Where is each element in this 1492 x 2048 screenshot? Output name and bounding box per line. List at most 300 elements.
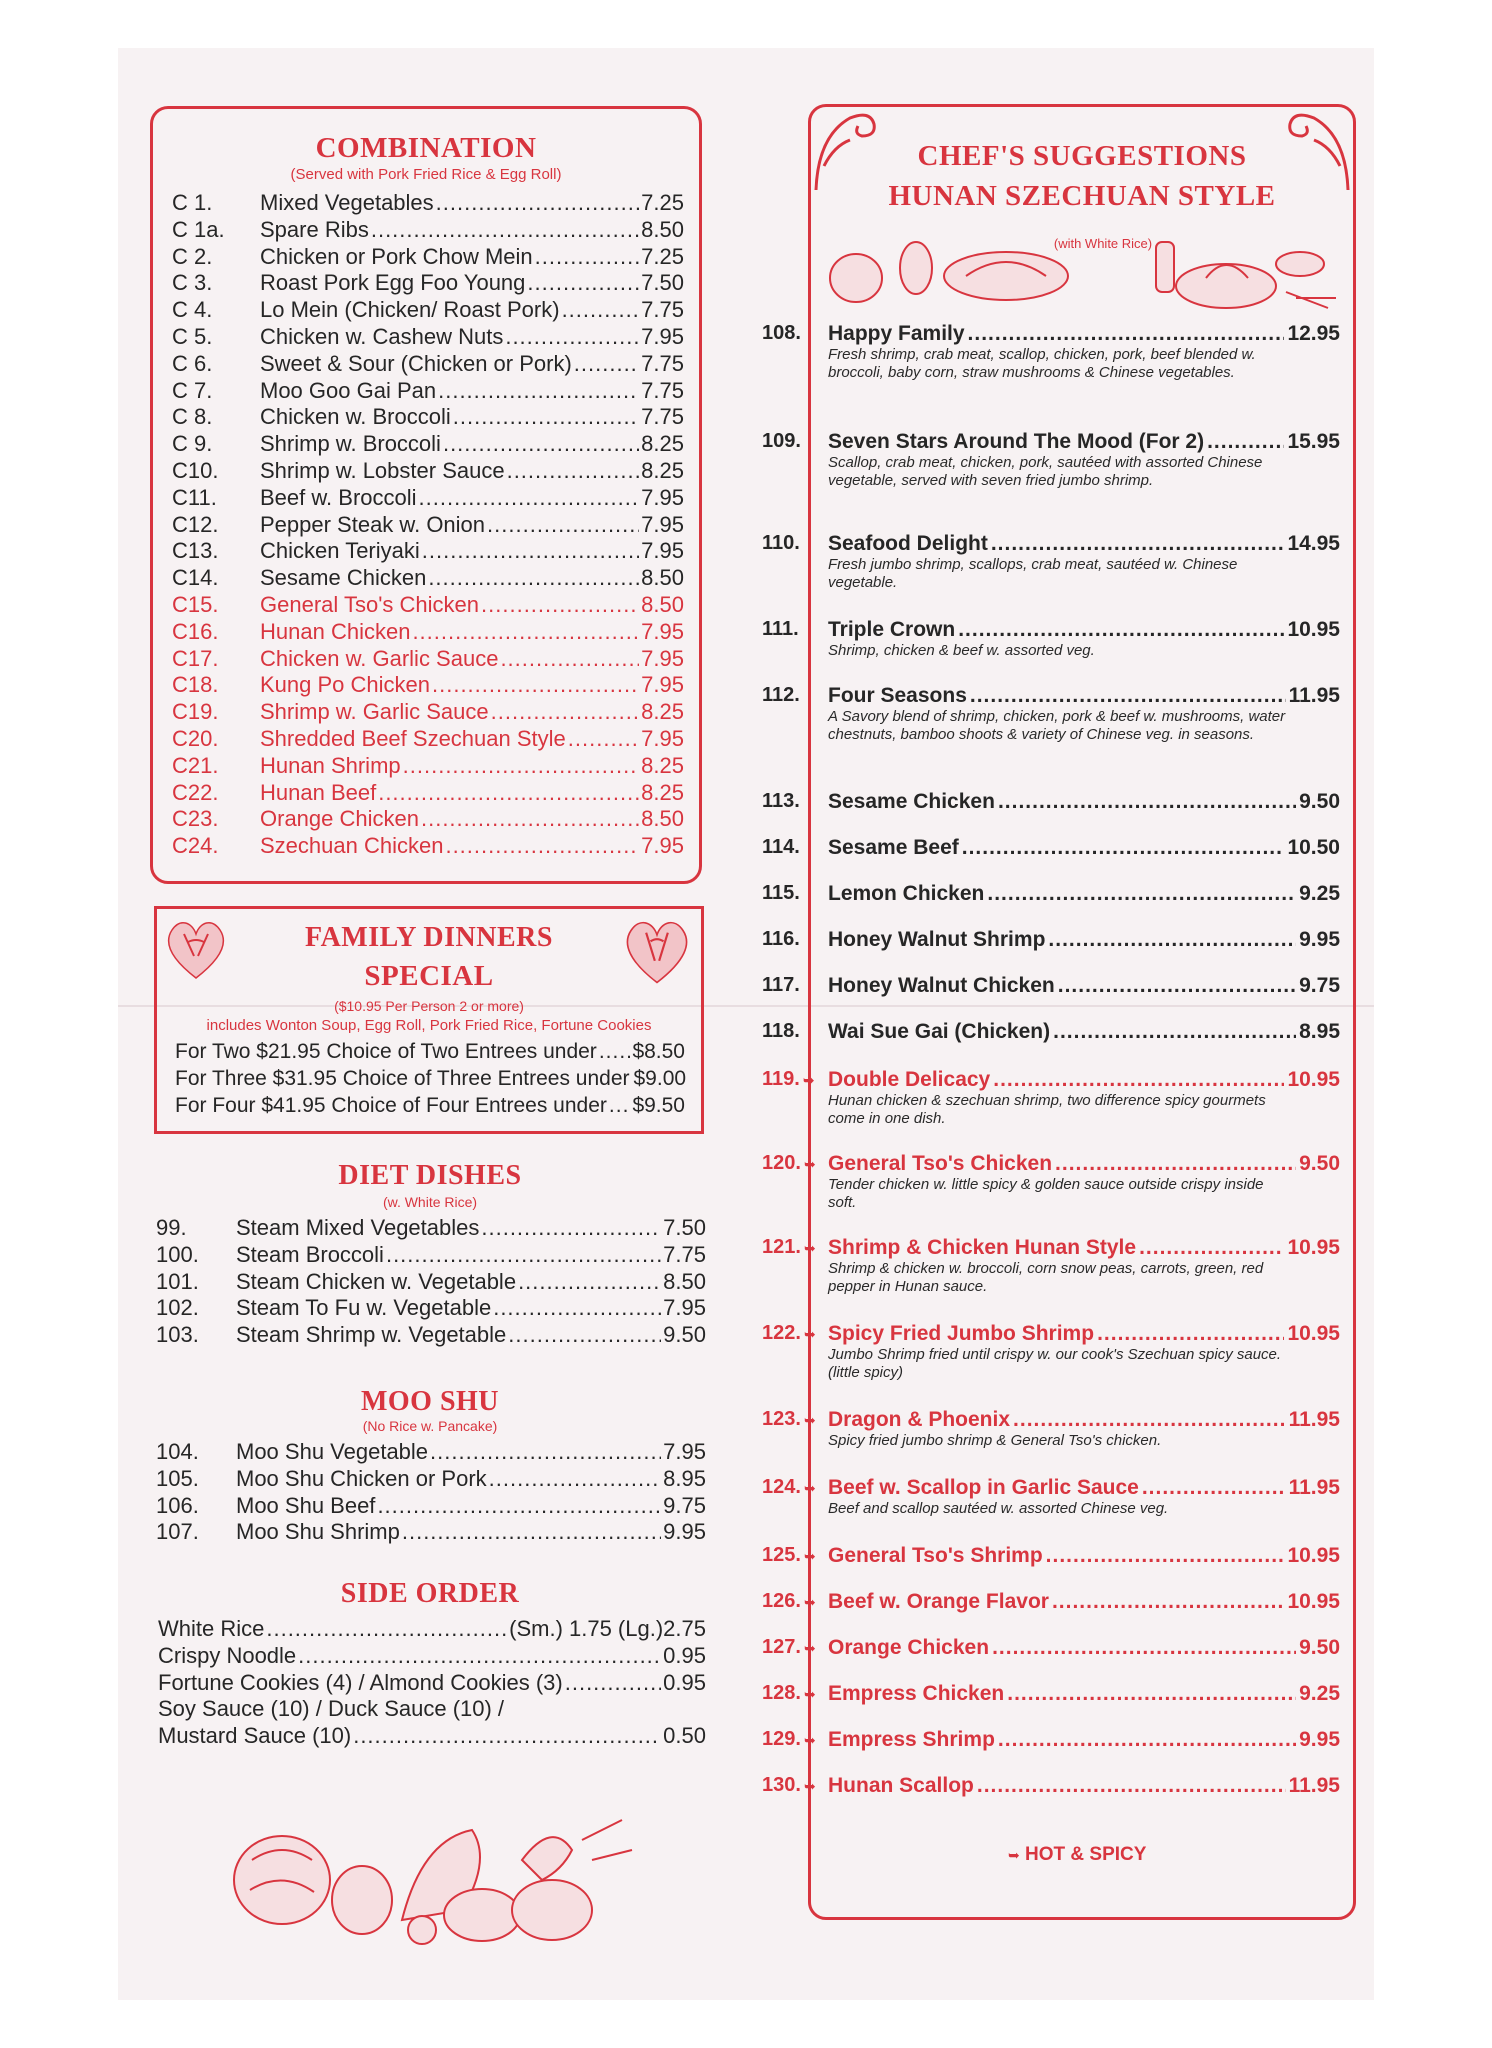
item-code: C15. xyxy=(172,591,219,617)
item-price: 8.50 xyxy=(641,565,684,591)
leader-dots xyxy=(491,699,640,726)
chef-item-description: Fresh shrimp, crab meat, scallop, chicken, pork, beef blended w. broccoli, baby corn, straw mushrooms & Chinese vegetables. xyxy=(828,346,1256,381)
leader-dots xyxy=(508,1322,661,1349)
chef-item-line xyxy=(828,1544,1340,1568)
item-price: 0.95 xyxy=(663,1669,706,1695)
mooshu-list xyxy=(156,1439,706,1546)
list-item xyxy=(172,351,684,378)
chef-item-price: 9.50 xyxy=(1299,1636,1340,1659)
chef-item-number: 128. xyxy=(762,1682,801,1704)
item-price: 8.50 xyxy=(663,1268,706,1294)
list-item xyxy=(172,190,684,217)
chef-item xyxy=(762,1590,1340,1614)
chef-item-number-wrap xyxy=(762,1068,815,1091)
list-item xyxy=(172,217,684,244)
chef-item-name: Wai Sue Gai (Chicken) xyxy=(828,1020,1051,1043)
chef-item-number: 108. xyxy=(762,322,801,344)
chef-item-number-wrap xyxy=(762,1728,816,1751)
leader-dots xyxy=(962,836,1285,860)
item-code: 107. xyxy=(156,1519,199,1545)
side-list xyxy=(158,1616,706,1750)
chef-item-number: 111. xyxy=(762,618,799,640)
chef-item-description: Shrimp & chicken w. broccoli, corn snow peas, carrots, green, red pepper in Hunan sauce. xyxy=(828,1260,1264,1295)
item-name: Mixed Vegetables xyxy=(260,190,434,215)
family-option xyxy=(175,1092,685,1119)
item-code: C 9. xyxy=(172,431,213,457)
chef-item-name: Spicy Fried Jumbo Shrimp xyxy=(828,1322,1095,1345)
list-item xyxy=(172,833,684,860)
chef-item-price: 10.95 xyxy=(1287,1590,1340,1613)
item-name: Moo Shu Beef xyxy=(236,1492,376,1518)
chef-item-number-wrap xyxy=(762,882,800,905)
chef-item-price: 11.95 xyxy=(1288,1476,1340,1499)
hot-pepper-icon: ➥ xyxy=(803,1594,816,1610)
diet-subtitle: (w. White Rice) xyxy=(382,1194,478,1210)
chef-item-number-wrap xyxy=(762,836,800,859)
chef-item-line xyxy=(828,1236,1340,1260)
item-price: 8.50 xyxy=(641,591,684,617)
leader-dots xyxy=(1058,974,1296,998)
item-code: C16. xyxy=(172,618,219,644)
leader-dots xyxy=(518,1269,661,1296)
item-code: C13. xyxy=(172,538,219,564)
leader-dots xyxy=(977,1774,1286,1798)
item-price: 7.75 xyxy=(663,1241,706,1267)
chef-item-number-wrap xyxy=(762,974,800,997)
chef-item-description: Jumbo Shrimp fried until crispy w. our cook's Szechuan spicy sauce. (little spicy) xyxy=(828,1346,1282,1381)
list-item xyxy=(172,538,684,565)
chef-item-number: 129. xyxy=(762,1728,801,1750)
item-price: 8.25 xyxy=(641,779,684,805)
chef-item xyxy=(762,1728,1340,1752)
chef-item-line xyxy=(828,1682,1340,1706)
chef-item-price: 14.95 xyxy=(1287,532,1340,555)
chef-item-number: 123. xyxy=(762,1408,801,1430)
leader-dots xyxy=(1053,1020,1296,1044)
chef-item-price: 9.50 xyxy=(1299,790,1340,813)
chef-item-line xyxy=(828,928,1340,952)
chef-item-line xyxy=(828,1020,1340,1044)
hot-pepper-icon: ➥ xyxy=(803,1548,816,1564)
hot-pepper-icon: ➥ xyxy=(803,1412,816,1428)
item-code: 100. xyxy=(156,1241,199,1267)
item-price: 7.95 xyxy=(641,511,684,537)
chef-item-name: Double Delicacy xyxy=(828,1068,991,1091)
chef-item-number-wrap xyxy=(762,1408,816,1431)
leader-dots xyxy=(371,217,639,244)
item-code: 99. xyxy=(156,1215,187,1240)
chef-item-number-wrap xyxy=(762,430,801,453)
leader-dots xyxy=(1097,1322,1284,1346)
item-code: C 7. xyxy=(172,377,213,403)
leader-dots xyxy=(992,1636,1296,1660)
chef-item xyxy=(762,1476,1340,1518)
item-code: C17. xyxy=(172,645,219,671)
leader-dots xyxy=(298,1643,661,1670)
chef-item-price: 10.95 xyxy=(1287,1544,1340,1567)
list-item xyxy=(158,1670,706,1697)
leader-dots xyxy=(993,1068,1284,1092)
chef-item-number: 125. xyxy=(762,1544,801,1566)
item-name: Shrimp w. Garlic Sauce xyxy=(260,699,489,725)
hot-pepper-icon: ➥ xyxy=(803,1778,816,1794)
chef-item-name: Honey Walnut Chicken xyxy=(828,974,1055,997)
item-name: Chicken Teriyaki xyxy=(260,538,420,564)
leader-dots xyxy=(386,1242,661,1269)
chef-item-number: 114. xyxy=(762,836,800,858)
leader-dots xyxy=(574,351,639,378)
chef-item-name: Empress Shrimp xyxy=(828,1728,995,1751)
chef-item-line xyxy=(828,836,1340,860)
list-item xyxy=(158,1696,706,1723)
list-item xyxy=(172,726,684,753)
item-code: C 1. xyxy=(172,190,213,215)
diet-list xyxy=(156,1215,706,1349)
leader-dots xyxy=(487,512,639,539)
item-price: 7.95 xyxy=(641,672,684,698)
chef-item-number-wrap xyxy=(762,1682,816,1705)
chef-item xyxy=(762,1408,1340,1450)
chef-item-price: 10.95 xyxy=(1287,1322,1340,1345)
family-option xyxy=(175,1038,685,1065)
item-code: C 8. xyxy=(172,404,213,430)
chef-item-name: Beef w. Orange Flavor xyxy=(828,1590,1049,1613)
chef-item-name: Seven Stars Around The Mood (For 2) xyxy=(828,430,1205,453)
chef-with-rice: (with White Rice) xyxy=(1053,236,1153,251)
item-name: Orange Chicken xyxy=(260,806,419,832)
leader-dots xyxy=(991,532,1285,556)
chef-item-description: Tender chicken w. little spicy & golden sauce outside crispy inside soft. xyxy=(828,1176,1264,1211)
chef-item-line xyxy=(828,532,1340,556)
hot-pepper-icon: ➥ xyxy=(803,1326,816,1342)
item-name: Chicken or Pork Chow Mein xyxy=(260,243,533,269)
family-option-price: $9.00 xyxy=(633,1067,687,1090)
chef-item-line xyxy=(828,618,1340,642)
chef-item-price: 11.95 xyxy=(1288,1774,1340,1797)
family-option-price: $9.50 xyxy=(632,1094,685,1117)
list-item xyxy=(172,806,684,833)
item-name: Mustard Sauce (10) xyxy=(158,1723,352,1749)
list-item xyxy=(158,1723,706,1750)
chef-item xyxy=(762,1236,1340,1296)
leader-dots xyxy=(493,1295,661,1322)
item-name: Hunan Beef xyxy=(260,779,377,805)
chef-item-price: 10.95 xyxy=(1287,618,1340,641)
chef-item-name: Sesame Chicken xyxy=(828,790,995,813)
chef-item-number-wrap xyxy=(762,1774,816,1797)
chef-item-name: Hunan Scallop xyxy=(828,1774,974,1797)
list-item xyxy=(156,1493,706,1520)
item-price: 7.50 xyxy=(641,270,684,296)
leader-dots xyxy=(609,1092,631,1119)
chef-item-price: 10.95 xyxy=(1287,1068,1340,1091)
chef-item-number-wrap xyxy=(762,1636,816,1659)
chef-item-description: Hunan chicken & szechuan shrimp, two difference spicy gourmets come in one dish. xyxy=(828,1092,1266,1127)
chef-item-number-wrap xyxy=(762,1322,816,1345)
chef-subtitle-style: HUNAN SZECHUAN STYLE xyxy=(888,180,1276,212)
item-name: Spare Ribs xyxy=(260,216,369,242)
leader-dots xyxy=(377,1493,661,1520)
leader-dots xyxy=(1142,1476,1286,1500)
chef-item-line xyxy=(828,1152,1340,1176)
leader-dots xyxy=(412,619,639,646)
item-price: 8.25 xyxy=(641,752,684,778)
combination-list xyxy=(172,190,684,860)
chef-item-line xyxy=(828,1476,1340,1500)
chef-item-number: 121. xyxy=(762,1236,801,1258)
hot-pepper-icon: ➥ xyxy=(803,1686,816,1702)
chef-item xyxy=(762,684,1340,744)
list-item xyxy=(156,1269,706,1296)
item-code: C24. xyxy=(172,833,219,859)
item-name: Shrimp w. Lobster Sauce xyxy=(260,457,505,483)
chef-item xyxy=(762,1152,1340,1212)
item-price: 0.50 xyxy=(663,1723,706,1749)
chef-item xyxy=(762,618,1340,660)
side-title: SIDE ORDER xyxy=(340,1578,520,1609)
leader-dots xyxy=(970,684,1286,708)
chef-item-price: 9.25 xyxy=(1299,882,1340,905)
item-name: Soy Sauce (10) / Duck Sauce (10) / xyxy=(158,1696,505,1722)
leader-dots xyxy=(422,538,639,565)
leader-dots xyxy=(445,833,639,860)
chef-item-number-wrap xyxy=(762,532,800,555)
item-code: C10. xyxy=(172,457,219,483)
chef-item-number: 130. xyxy=(762,1774,801,1796)
item-name: Chicken w. Cashew Nuts xyxy=(260,323,504,349)
leader-dots xyxy=(1139,1236,1284,1260)
chef-item-price: 10.95 xyxy=(1287,1236,1340,1259)
chef-item xyxy=(762,1544,1340,1568)
leader-dots xyxy=(507,458,640,485)
chef-item-name: Lemon Chicken xyxy=(828,882,985,905)
chef-item-number-wrap xyxy=(762,322,801,345)
leader-dots xyxy=(1207,430,1284,454)
chef-item-number: 116. xyxy=(762,928,800,950)
chef-item-name: Shrimp & Chicken Hunan Style xyxy=(828,1236,1137,1259)
family-option-label: For Two $21.95 Choice of Two Entrees under xyxy=(175,1040,597,1063)
family-options xyxy=(175,1038,685,1119)
hot-pepper-icon: ➥ xyxy=(803,1640,816,1656)
list-item xyxy=(156,1295,706,1322)
item-price: 7.75 xyxy=(641,297,684,323)
leader-dots xyxy=(266,1616,507,1643)
item-name: Steam Shrimp w. Vegetable xyxy=(236,1322,507,1348)
item-code: C23. xyxy=(172,806,219,832)
list-item xyxy=(172,646,684,673)
leader-dots xyxy=(599,1038,631,1065)
list-item xyxy=(158,1616,706,1643)
chef-item-line xyxy=(828,1774,1340,1798)
item-name: Fortune Cookies (4) / Almond Cookies (3) xyxy=(158,1669,563,1695)
leader-dots xyxy=(958,618,1284,642)
item-name: Hunan Shrimp xyxy=(260,752,401,778)
chef-item xyxy=(762,1068,1340,1128)
leader-dots xyxy=(987,882,1296,906)
chef-item-number: 122. xyxy=(762,1322,801,1344)
leader-dots xyxy=(428,565,639,592)
list-item xyxy=(172,753,684,780)
chef-item-number: 117. xyxy=(762,974,800,996)
chef-item-number-wrap xyxy=(762,1152,816,1175)
chef-item-number-wrap xyxy=(762,1476,816,1499)
leader-dots xyxy=(403,753,640,780)
leader-dots xyxy=(1052,1590,1284,1614)
chef-item-number: 110. xyxy=(762,532,800,554)
family-includes: includes Wonton Soup, Egg Roll, Pork Fried Rice, Fortune Cookies xyxy=(206,1017,652,1034)
chef-item-line xyxy=(828,684,1340,708)
item-name: Szechuan Chicken xyxy=(260,833,444,859)
item-price: 8.25 xyxy=(641,457,684,483)
chef-item-name: Empress Chicken xyxy=(828,1682,1005,1705)
item-code: C11. xyxy=(172,484,217,510)
item-name: Moo Shu Shrimp xyxy=(236,1519,400,1545)
item-code: C22. xyxy=(172,779,219,805)
item-name: Steam To Fu w. Vegetable xyxy=(236,1295,492,1321)
chef-item-name: Four Seasons xyxy=(828,684,967,707)
list-item xyxy=(156,1439,706,1466)
hot-spicy-label: HOT & SPICY xyxy=(1025,1844,1147,1865)
list-item xyxy=(172,592,684,619)
chef-item-name: Seafood Delight xyxy=(828,532,988,555)
chef-item xyxy=(762,928,1340,952)
item-code: C20. xyxy=(172,725,219,751)
chef-item-number: 118. xyxy=(762,1020,800,1042)
item-price: 8.50 xyxy=(641,216,684,242)
item-price: 0.95 xyxy=(663,1642,706,1668)
leader-dots xyxy=(453,404,639,431)
item-name: Shredded Beef Szechuan Style xyxy=(260,725,566,751)
family-option-label: For Three $31.95 Choice of Three Entrees under xyxy=(175,1067,630,1090)
item-name: Moo Goo Gai Pan xyxy=(260,377,437,403)
chef-item-number-wrap xyxy=(762,684,800,707)
list-item xyxy=(172,485,684,512)
hot-pepper-icon: ➥ xyxy=(803,1480,816,1496)
leader-dots xyxy=(481,592,639,619)
list-item xyxy=(156,1242,706,1269)
chef-item xyxy=(762,882,1340,906)
diet-title: DIET DISHES xyxy=(338,1160,522,1191)
combination-subtitle: (Served with Pork Fried Rice & Egg Roll) xyxy=(290,166,562,183)
item-code: C14. xyxy=(172,565,219,591)
chef-item-number-wrap xyxy=(762,1236,816,1259)
chef-item-description: Fresh jumbo shrimp, scallops, crab meat, sautéed w. Chinese vegetable. xyxy=(828,556,1238,591)
list-item xyxy=(172,458,684,485)
list-item xyxy=(156,1519,706,1546)
list-item xyxy=(172,565,684,592)
item-code: C 6. xyxy=(172,350,213,376)
item-price: 8.95 xyxy=(663,1465,706,1491)
leader-dots xyxy=(378,780,639,807)
chef-item-number-wrap xyxy=(762,790,800,813)
chef-item xyxy=(762,322,1340,382)
chef-item xyxy=(762,1636,1340,1660)
list-item xyxy=(172,297,684,324)
item-price: 7.95 xyxy=(641,645,684,671)
chef-item-description: Spicy fried jumbo shrimp & General Tso's chicken. xyxy=(828,1432,1162,1449)
item-name: Pepper Steak w. Onion xyxy=(260,511,486,537)
chef-item xyxy=(762,1682,1340,1706)
leader-dots xyxy=(562,297,640,324)
item-price: 7.95 xyxy=(641,484,684,510)
chef-item-number-wrap xyxy=(762,1020,800,1043)
chef-item-line xyxy=(828,1590,1340,1614)
chef-item-number: 109. xyxy=(762,430,801,452)
item-name: Lo Mein (Chicken/ Roast Pork) xyxy=(260,297,560,323)
chef-item-number-wrap xyxy=(762,1544,816,1567)
item-price: 7.75 xyxy=(641,404,684,430)
leader-dots xyxy=(535,244,640,271)
chef-item-line xyxy=(828,790,1340,814)
vegetables-icon xyxy=(222,1800,642,1950)
list-item xyxy=(172,404,684,431)
item-name: Shrimp w. Broccoli xyxy=(260,431,441,457)
item-code: C18. xyxy=(172,672,219,698)
chef-item xyxy=(762,1322,1340,1382)
leader-dots xyxy=(443,431,639,458)
leader-dots xyxy=(438,378,639,405)
chef-item-description: Scallop, crab meat, chicken, pork, sautéed with assorted Chinese vegetable, served with seven fried jumbo shrimp. xyxy=(828,454,1263,489)
leader-dots xyxy=(568,726,639,753)
item-price: 7.95 xyxy=(641,618,684,644)
chef-item-name: Sesame Beef xyxy=(828,836,959,859)
hot-pepper-icon: ➥ xyxy=(1008,1847,1020,1863)
chef-item-name: Dragon & Phoenix xyxy=(828,1408,1011,1431)
item-name: Chicken w. Broccoli xyxy=(260,404,451,430)
leader-dots xyxy=(1046,1544,1285,1568)
chef-item-number-wrap xyxy=(762,618,799,641)
chef-item-number: 119. xyxy=(762,1068,800,1090)
item-code: 101. xyxy=(156,1268,199,1294)
chef-item-price: 9.95 xyxy=(1299,1728,1340,1751)
list-item xyxy=(172,780,684,807)
leader-dots xyxy=(402,1519,661,1546)
chef-item-number: 115. xyxy=(762,882,800,904)
mooshu-title: MOO SHU xyxy=(360,1386,500,1417)
mooshu-subtitle: (No Rice w. Pancake) xyxy=(362,1418,498,1434)
item-name: Chicken w. Garlic Sauce xyxy=(260,645,499,671)
leader-dots xyxy=(1048,928,1296,952)
chef-item-name: Happy Family xyxy=(828,322,965,345)
item-price: 7.25 xyxy=(641,190,684,215)
chef-item-price: 8.95 xyxy=(1299,1020,1340,1043)
item-name: Crispy Noodle xyxy=(158,1642,297,1668)
chef-item-number: 127. xyxy=(762,1636,801,1658)
item-name: Steam Chicken w. Vegetable xyxy=(236,1268,517,1294)
item-name: White Rice xyxy=(158,1616,265,1641)
chef-item xyxy=(762,790,1340,814)
item-price: 7.95 xyxy=(641,833,684,859)
family-title: FAMILY DINNERS xyxy=(305,922,553,953)
leader-dots xyxy=(998,1728,1296,1752)
chef-item-description: A Savory blend of shrimp, chicken, pork & beef w. mushrooms, water chestnuts, bamboo shoots & variety of Chinese veg. in seasons. xyxy=(828,708,1286,743)
item-code: 105. xyxy=(156,1465,199,1491)
chef-item-number: 112. xyxy=(762,684,800,706)
list-item xyxy=(156,1215,706,1242)
chef-item-name: General Tso's Shrimp xyxy=(828,1544,1043,1567)
item-name: Beef w. Broccoli xyxy=(260,484,417,510)
item-price: 8.25 xyxy=(641,431,684,457)
chef-item-line xyxy=(828,974,1340,998)
chef-item xyxy=(762,532,1340,592)
chef-item-number: 120. xyxy=(762,1152,801,1174)
chef-item-name: Triple Crown xyxy=(828,618,956,641)
chef-item-price: 9.50 xyxy=(1299,1152,1340,1175)
chef-item-number: 124. xyxy=(762,1476,801,1498)
item-name: Steam Mixed Vegetables xyxy=(236,1215,480,1240)
list-item xyxy=(172,324,684,351)
chef-item-description: Shrimp, chicken & beef w. assorted veg. xyxy=(828,642,1095,659)
